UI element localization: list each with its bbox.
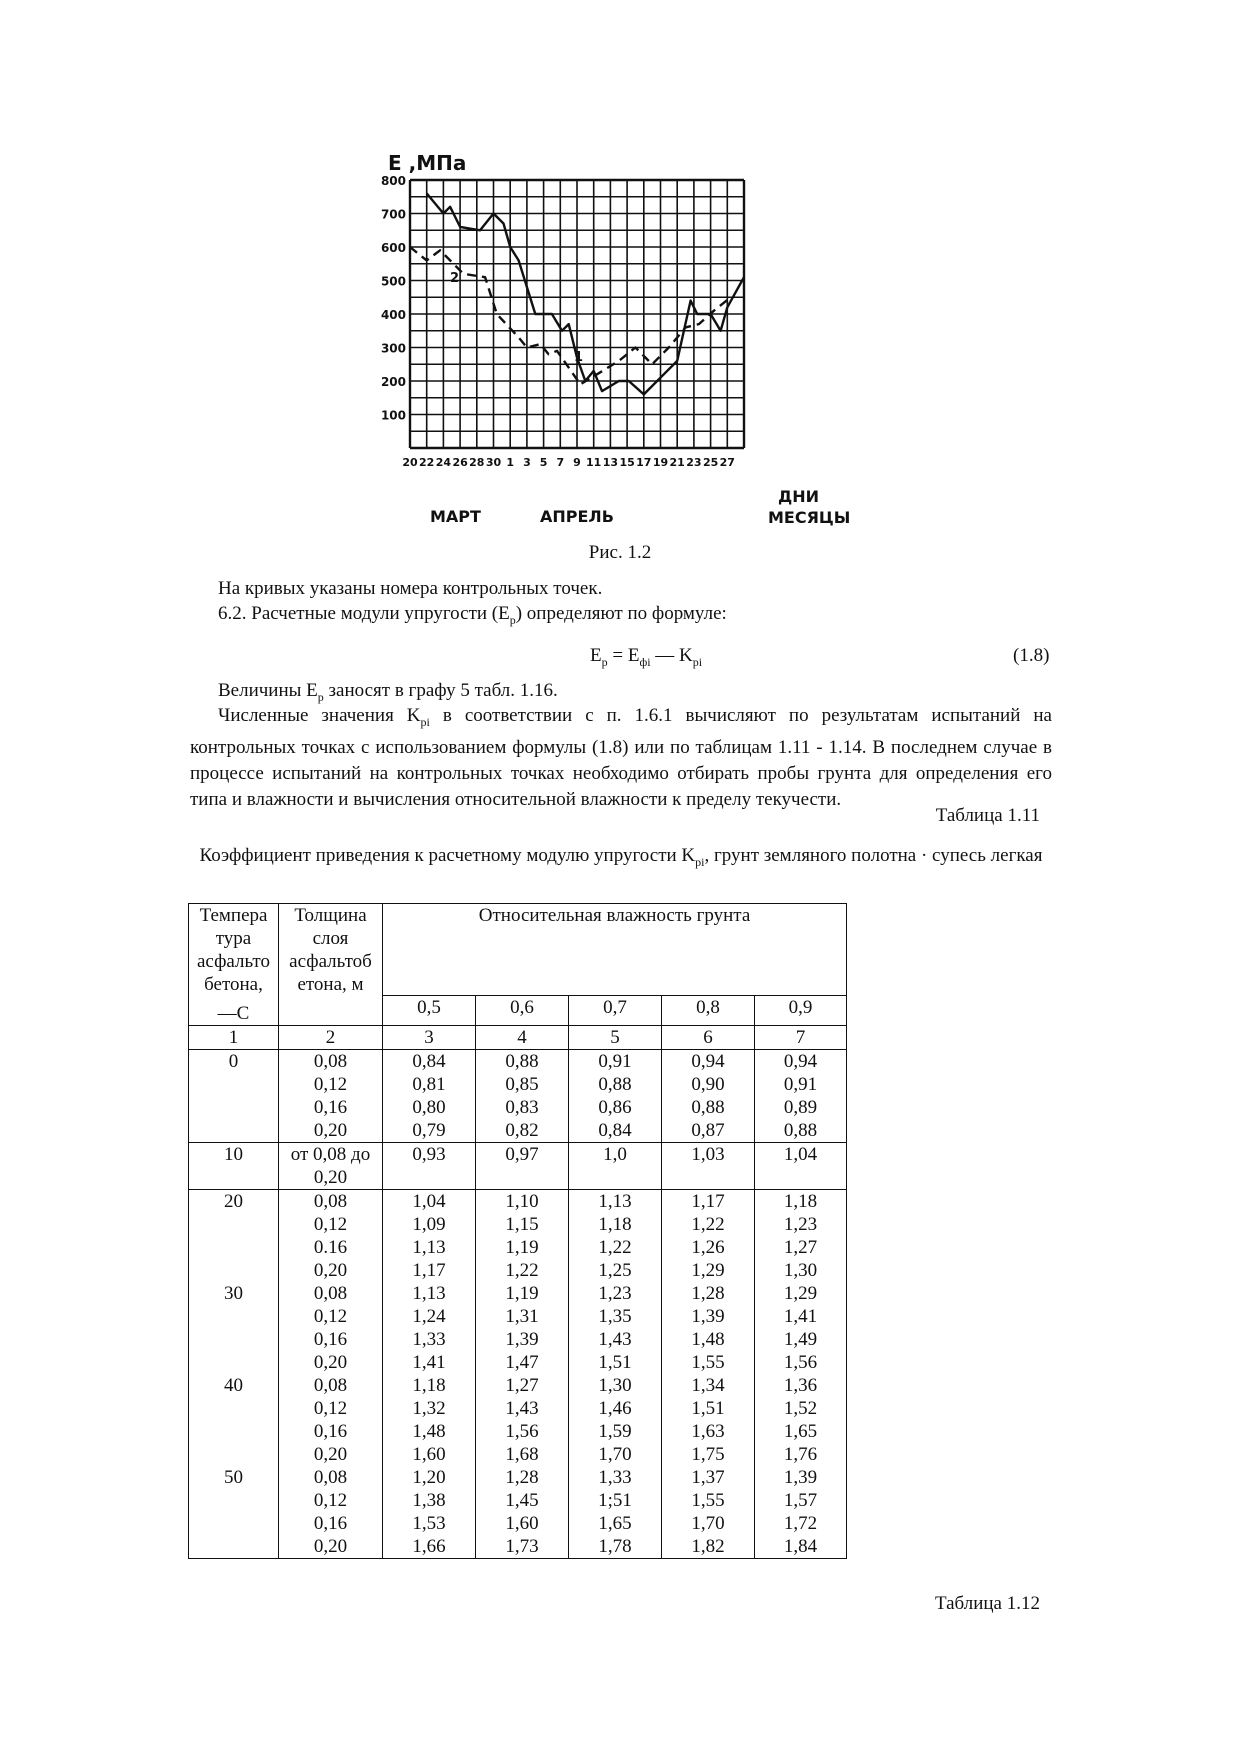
- table-cell-line: 1,36: [783, 1375, 818, 1396]
- table-cell-line: 0: [228, 1051, 239, 1072]
- table-cell-line: 1,13: [412, 1237, 446, 1258]
- table-cell-line: [383, 1166, 475, 1189]
- table-cell-line: 1,04: [412, 1191, 446, 1212]
- table-cell-line: 1,66: [412, 1536, 446, 1557]
- table-cell-line: 1,60: [412, 1444, 446, 1465]
- table-cell-line: 0,12: [313, 1074, 348, 1095]
- x-tick-label: 30: [485, 456, 502, 469]
- x-tick-label: 25: [702, 456, 719, 469]
- table-cell-line: 1,17: [412, 1260, 446, 1281]
- table-cell-line: 1,75: [691, 1444, 725, 1465]
- table-cell-line: 1,28: [691, 1283, 725, 1304]
- month-label-april: АПРЕЛЬ: [540, 507, 614, 526]
- table-cell-line: 1,51: [691, 1398, 725, 1419]
- x-tick-label: 21: [669, 456, 685, 469]
- table-cell-line: 1,31: [505, 1306, 539, 1327]
- table-row-block-10: [189, 1143, 847, 1190]
- y-axis-label: E ,МПа: [388, 151, 467, 175]
- paragraph-6-2: 6.2. Расчетные модули упругости $(E_p)$ определяют по формуле:: [218, 603, 727, 627]
- table-cell-line: 1,59: [598, 1421, 632, 1442]
- table-cell-line: [189, 1166, 278, 1189]
- y-tick-label: 800: [380, 174, 406, 188]
- value-cell-09: [755, 1190, 847, 1559]
- header-moisture: Относительная влажность грунта: [383, 904, 847, 996]
- table-cell-line: 1,68: [505, 1444, 539, 1465]
- table-cell-line: 1,17: [691, 1191, 725, 1212]
- table-cell-line: [189, 1351, 278, 1374]
- table-cell-line: 0,08: [313, 1283, 348, 1304]
- table-cell-line: 0,16: [313, 1421, 348, 1442]
- table-cell-line: 1,04: [783, 1144, 818, 1165]
- table-cell-line: 1,63: [691, 1421, 725, 1442]
- month-label-march: МАРТ: [430, 507, 481, 526]
- table-cell-line: 0,84: [412, 1051, 446, 1072]
- table-cell-line: 0,20: [313, 1120, 348, 1141]
- table-cell-line: 0,08: [313, 1375, 348, 1396]
- table-cell-line: 0,80: [412, 1097, 446, 1118]
- value-cell-05: [383, 1143, 476, 1190]
- header-thickness: Толщина слоя асфальтоб етона, м: [279, 904, 383, 1026]
- table-cell-line: 1,0: [603, 1144, 627, 1165]
- x-tick-label: 24: [435, 456, 452, 469]
- table-cell-line: 1,19: [505, 1283, 539, 1304]
- table-cell-line: 0,20: [313, 1444, 348, 1465]
- thickness-cell: [279, 1050, 383, 1143]
- value-cell-07: [569, 1190, 662, 1559]
- table-cell-line: 1,76: [783, 1444, 818, 1465]
- table-cell-line: 0,97: [505, 1144, 539, 1165]
- coefficient-table: [188, 903, 847, 1559]
- table-cell-line: 10: [224, 1144, 243, 1165]
- table-cell-line: 1,22: [505, 1260, 539, 1281]
- table-cell-line: 0,84: [598, 1120, 632, 1141]
- col-number: 2: [279, 1026, 383, 1050]
- table-cell-line: 0.16: [313, 1237, 348, 1258]
- table-cell-line: 0,87: [691, 1120, 725, 1141]
- thickness-cell: [279, 1143, 383, 1190]
- curve-label-1: 1: [574, 350, 584, 365]
- temperature-cell: [189, 1190, 279, 1559]
- table-cell-line: 0,20: [313, 1260, 348, 1281]
- table-cell-line: 1,48: [412, 1421, 446, 1442]
- value-cell-08: [662, 1190, 755, 1559]
- x-tick-label: 3: [523, 456, 531, 469]
- table-cell-line: 0,12: [313, 1214, 348, 1235]
- table-cell-line: 0,08: [313, 1051, 348, 1072]
- table-cell-line: 1,19: [505, 1237, 539, 1258]
- figure-e-modulus-chart: [380, 148, 880, 538]
- table-cell-line: 1,15: [505, 1214, 539, 1235]
- table-cell-line: 0,12: [313, 1490, 348, 1511]
- figure-caption: Рис. 1.2: [588, 542, 652, 563]
- x-tick-label: 11: [586, 456, 602, 469]
- table-cell-line: 20: [224, 1191, 243, 1212]
- table-cell-line: 0,20: [313, 1167, 348, 1188]
- table-cell-line: 1,20: [412, 1467, 446, 1488]
- table-title: Коэффициент приведения к расчетному модулю упругости $K_{pi}$, грунт земляного полотна · супесь легкая: [199, 845, 1043, 869]
- table-cell-line: 1,10: [505, 1191, 539, 1212]
- x-tick-label: 9: [573, 456, 581, 469]
- table-cell-line: [569, 1166, 661, 1189]
- table-cell-line: 0,12: [313, 1398, 348, 1419]
- temperature-cell: [189, 1050, 279, 1143]
- header-moisture-08: 0,8: [662, 996, 755, 1026]
- table-cell-line: 1,33: [598, 1467, 632, 1488]
- y-tick-label: 300: [380, 341, 406, 356]
- table-cell-line: 1,55: [691, 1352, 725, 1373]
- header-temperature: Темпера тура асфальто бетона, —C: [189, 904, 279, 1026]
- table-cell-line: 1,34: [691, 1375, 725, 1396]
- table-cell-line: 1,78: [598, 1536, 632, 1557]
- table-cell-line: 1,32: [412, 1398, 446, 1419]
- table-cell-line: 1,73: [505, 1536, 539, 1557]
- x-tick-label: 22: [419, 456, 435, 469]
- table-cell-line: 1,43: [505, 1398, 539, 1419]
- table-cell-line: 0,89: [783, 1097, 818, 1118]
- table-cell-line: 1,23: [783, 1214, 818, 1235]
- table-cell-line: 1,70: [598, 1444, 632, 1465]
- value-cell-07: [569, 1050, 662, 1143]
- y-tick-label: 400: [380, 308, 406, 322]
- x-tick-label: 13: [602, 456, 619, 469]
- table-cell-line: 0,20: [313, 1536, 348, 1557]
- table-cell-line: 0,82: [505, 1120, 539, 1141]
- temperature-cell: [189, 1143, 279, 1190]
- table-cell-line: 1,46: [598, 1398, 632, 1419]
- table-cell-line: 1,18: [598, 1214, 632, 1235]
- table-cell-line: 1,56: [505, 1421, 539, 1442]
- x-tick-label: 28: [469, 456, 485, 469]
- table-label-1-11: Таблица 1.11: [935, 805, 1040, 826]
- table-cell-line: 1,27: [505, 1375, 539, 1396]
- table-cell-line: 1,38: [412, 1490, 446, 1511]
- table-cell-line: 1,49: [783, 1329, 818, 1350]
- thickness-cell: [279, 1190, 383, 1559]
- table-cell-line: 1,41: [412, 1352, 446, 1373]
- formula-1-8: $E_p = E_{фi}$ — $K_{pi}$: [590, 645, 703, 669]
- table-cell-line: 1,23: [598, 1283, 632, 1304]
- table-cell-line: 1,84: [783, 1536, 818, 1557]
- table-cell-line: 0,79: [412, 1120, 446, 1141]
- x-tick-label: 1: [506, 456, 515, 469]
- table-cell-line: 1,82: [691, 1536, 725, 1557]
- table-cell-line: 1,29: [783, 1283, 818, 1304]
- table-cell-line: 0,86: [598, 1097, 632, 1118]
- table-cell-line: 0,08: [313, 1467, 348, 1488]
- table-cell-line: [189, 1535, 278, 1558]
- table-cell-line: 0,16: [313, 1513, 348, 1534]
- col-number: 1: [189, 1026, 279, 1050]
- table-cell-line: 1,13: [598, 1191, 632, 1212]
- table-cell-line: [755, 1166, 846, 1189]
- value-cell-09: [755, 1143, 847, 1190]
- table-cell-line: 1,72: [783, 1513, 818, 1534]
- y-tick-label: 100: [380, 408, 406, 423]
- table-cell-line: 0,88: [691, 1097, 725, 1118]
- value-cell-06: [476, 1050, 569, 1143]
- table-cell-line: 0,90: [691, 1074, 725, 1095]
- table-cell-line: 0,94: [691, 1051, 725, 1072]
- paragraph-kpi-values: Численные значения $K_{pi}$ в соответствии с п. 1.6.1 вычисляют по результатам испытаний на контрольных точках с использованием формулы (1.8) или по таблицам 1.11 - 1.14. В последнем случае в процессе испытаний на контрольных точках необходимо отбирать пробы грунта для определения его типа и влажности и вычисления относительной влажности к пределу текучести.: [190, 705, 1052, 810]
- table-cell-line: [189, 1489, 278, 1512]
- value-cell-08: [662, 1050, 755, 1143]
- table-row-block-0: [189, 1050, 847, 1143]
- column-numbers-row: [189, 1026, 847, 1050]
- table-cell-line: 1;51: [598, 1490, 632, 1511]
- table-cell-line: 0,85: [505, 1074, 539, 1095]
- table-cell-line: 1,27: [783, 1237, 818, 1258]
- y-tick-label: 700: [380, 207, 406, 222]
- table-cell-line: 1,25: [598, 1260, 632, 1281]
- table-cell-line: 1,65: [598, 1513, 632, 1534]
- table-cell-line: 1,48: [691, 1329, 725, 1350]
- table-cell-line: 1,47: [505, 1352, 539, 1373]
- table-cell-line: 1,37: [691, 1467, 725, 1488]
- table-cell-line: 1,28: [505, 1467, 539, 1488]
- table-cell-line: 1,22: [691, 1214, 725, 1235]
- table-cell-line: 1,13: [412, 1283, 446, 1304]
- paragraph-curves-note: На кривых указаны номера контрольных точек.: [218, 578, 603, 599]
- value-cell-07: [569, 1143, 662, 1190]
- table-cell-line: 0,94: [783, 1051, 818, 1072]
- table-cell-line: 1,39: [691, 1306, 725, 1327]
- x-axis-label-days: ДНИ: [778, 487, 820, 506]
- x-tick-label: 19: [652, 456, 669, 469]
- table-cell-line: 30: [224, 1283, 243, 1304]
- x-tick-label: 17: [636, 456, 652, 469]
- table-cell-line: 1,22: [598, 1237, 632, 1258]
- table-cell-line: 0,16: [313, 1329, 348, 1350]
- col-number: 6: [662, 1026, 755, 1050]
- table-cell-line: 1,60: [505, 1513, 539, 1534]
- table-cell-line: 0,81: [412, 1074, 446, 1095]
- table-cell-line: 1,18: [783, 1191, 818, 1212]
- x-tick-label: 15: [619, 456, 635, 469]
- table-cell-line: 0,83: [505, 1097, 539, 1118]
- table-cell-line: 40: [224, 1375, 243, 1396]
- table-cell-line: 1,09: [412, 1214, 446, 1235]
- table-cell-line: [189, 1213, 278, 1236]
- curve-label-2: 2: [450, 271, 460, 286]
- x-tick-label: 23: [686, 456, 702, 469]
- value-cell-08: [662, 1143, 755, 1190]
- value-cell-09: [755, 1050, 847, 1143]
- value-cell-05: [383, 1050, 476, 1143]
- col-number: 5: [569, 1026, 662, 1050]
- table-cell-line: [662, 1166, 754, 1189]
- formula-number: (1.8): [1013, 645, 1050, 666]
- col-number: 3: [383, 1026, 476, 1050]
- table-cell-line: 1,41: [783, 1306, 818, 1327]
- table-cell-line: [189, 1236, 278, 1259]
- table-cell-line: 0,88: [598, 1074, 632, 1095]
- table-cell-line: 0,91: [598, 1051, 632, 1072]
- table-cell-line: [189, 1397, 278, 1420]
- table-cell-line: [189, 1119, 278, 1142]
- table-cell-line: 1,30: [598, 1375, 632, 1396]
- table-cell-line: от 0,08 до: [290, 1144, 371, 1165]
- table-cell-line: 0,08: [313, 1191, 348, 1212]
- table-cell-line: 1,39: [505, 1329, 539, 1350]
- x-tick-label: 27: [719, 456, 735, 469]
- table-cell-line: 1,35: [598, 1306, 632, 1327]
- x-tick-label: 26: [452, 456, 468, 469]
- table-cell-line: 0,93: [412, 1144, 446, 1165]
- table-cell-line: 1,52: [783, 1398, 818, 1419]
- table-cell-line: [189, 1073, 278, 1096]
- value-cell-06: [476, 1190, 569, 1559]
- x-tick-label: 7: [556, 456, 565, 469]
- col-number: 7: [755, 1026, 847, 1050]
- y-tick-label: 200: [380, 375, 406, 389]
- table-cell-line: [189, 1512, 278, 1535]
- table-label-1-12: Таблица 1.12: [934, 1593, 1040, 1614]
- table-cell-line: [189, 1259, 278, 1282]
- y-tick-label: 500: [380, 274, 406, 289]
- value-cell-06: [476, 1143, 569, 1190]
- table-cell-line: [189, 1420, 278, 1443]
- table-cell-line: 0,20: [313, 1352, 348, 1373]
- table-cell-line: 1,26: [691, 1237, 725, 1258]
- header-moisture-05: 0,5: [383, 996, 476, 1026]
- header-moisture-07: 0,7: [569, 996, 662, 1026]
- table-cell-line: 0,12: [313, 1306, 348, 1327]
- table-cell-line: 1,70: [691, 1513, 725, 1534]
- table-cell-line: 50: [224, 1467, 243, 1488]
- table-cell-line: 1,57: [783, 1490, 818, 1511]
- table-cell-line: 0,16: [313, 1097, 348, 1118]
- table-cell-line: [189, 1305, 278, 1328]
- table-row-block-rest: [189, 1190, 847, 1559]
- table-cell-line: 1,51: [598, 1352, 632, 1373]
- col-number: 4: [476, 1026, 569, 1050]
- value-cell-05: [383, 1190, 476, 1559]
- table-cell-line: 0,91: [783, 1074, 818, 1095]
- table-cell-line: 1,56: [783, 1352, 818, 1373]
- x-tick-label: 20: [402, 456, 418, 469]
- table-cell-line: 1,29: [691, 1260, 725, 1281]
- table-cell-line: [189, 1096, 278, 1119]
- chart-svg: [380, 148, 880, 538]
- table-cell-line: 0,88: [783, 1120, 818, 1141]
- table-cell-line: [476, 1166, 568, 1189]
- table-cell-line: 1,18: [412, 1375, 446, 1396]
- table-cell-line: 1,24: [412, 1306, 446, 1327]
- table-cell-line: 1,45: [505, 1490, 539, 1511]
- paragraph-ep-values: Величины $E_p$ заносят в графу 5 табл. 1.16.: [218, 680, 558, 704]
- table-cell-line: 1,55: [691, 1490, 725, 1511]
- y-tick-label: 600: [380, 241, 406, 255]
- table-cell-line: 1,30: [783, 1260, 818, 1281]
- x-tick-label: 5: [539, 456, 548, 469]
- x-axis-label-months: МЕСЯЦЫ: [768, 508, 851, 527]
- table-cell-line: [189, 1443, 278, 1466]
- table-cell-line: 1,03: [691, 1144, 725, 1165]
- table-cell-line: 1,43: [598, 1329, 632, 1350]
- table-cell-line: 1,65: [783, 1421, 818, 1442]
- table-cell-line: [189, 1328, 278, 1351]
- header-moisture-06: 0,6: [476, 996, 569, 1026]
- table-cell-line: 1,33: [412, 1329, 446, 1350]
- table-cell-line: 1,53: [412, 1513, 446, 1534]
- table-cell-line: 0,88: [505, 1051, 539, 1072]
- header-moisture-09: 0,9: [755, 996, 847, 1026]
- table-cell-line: 1,39: [783, 1467, 818, 1488]
